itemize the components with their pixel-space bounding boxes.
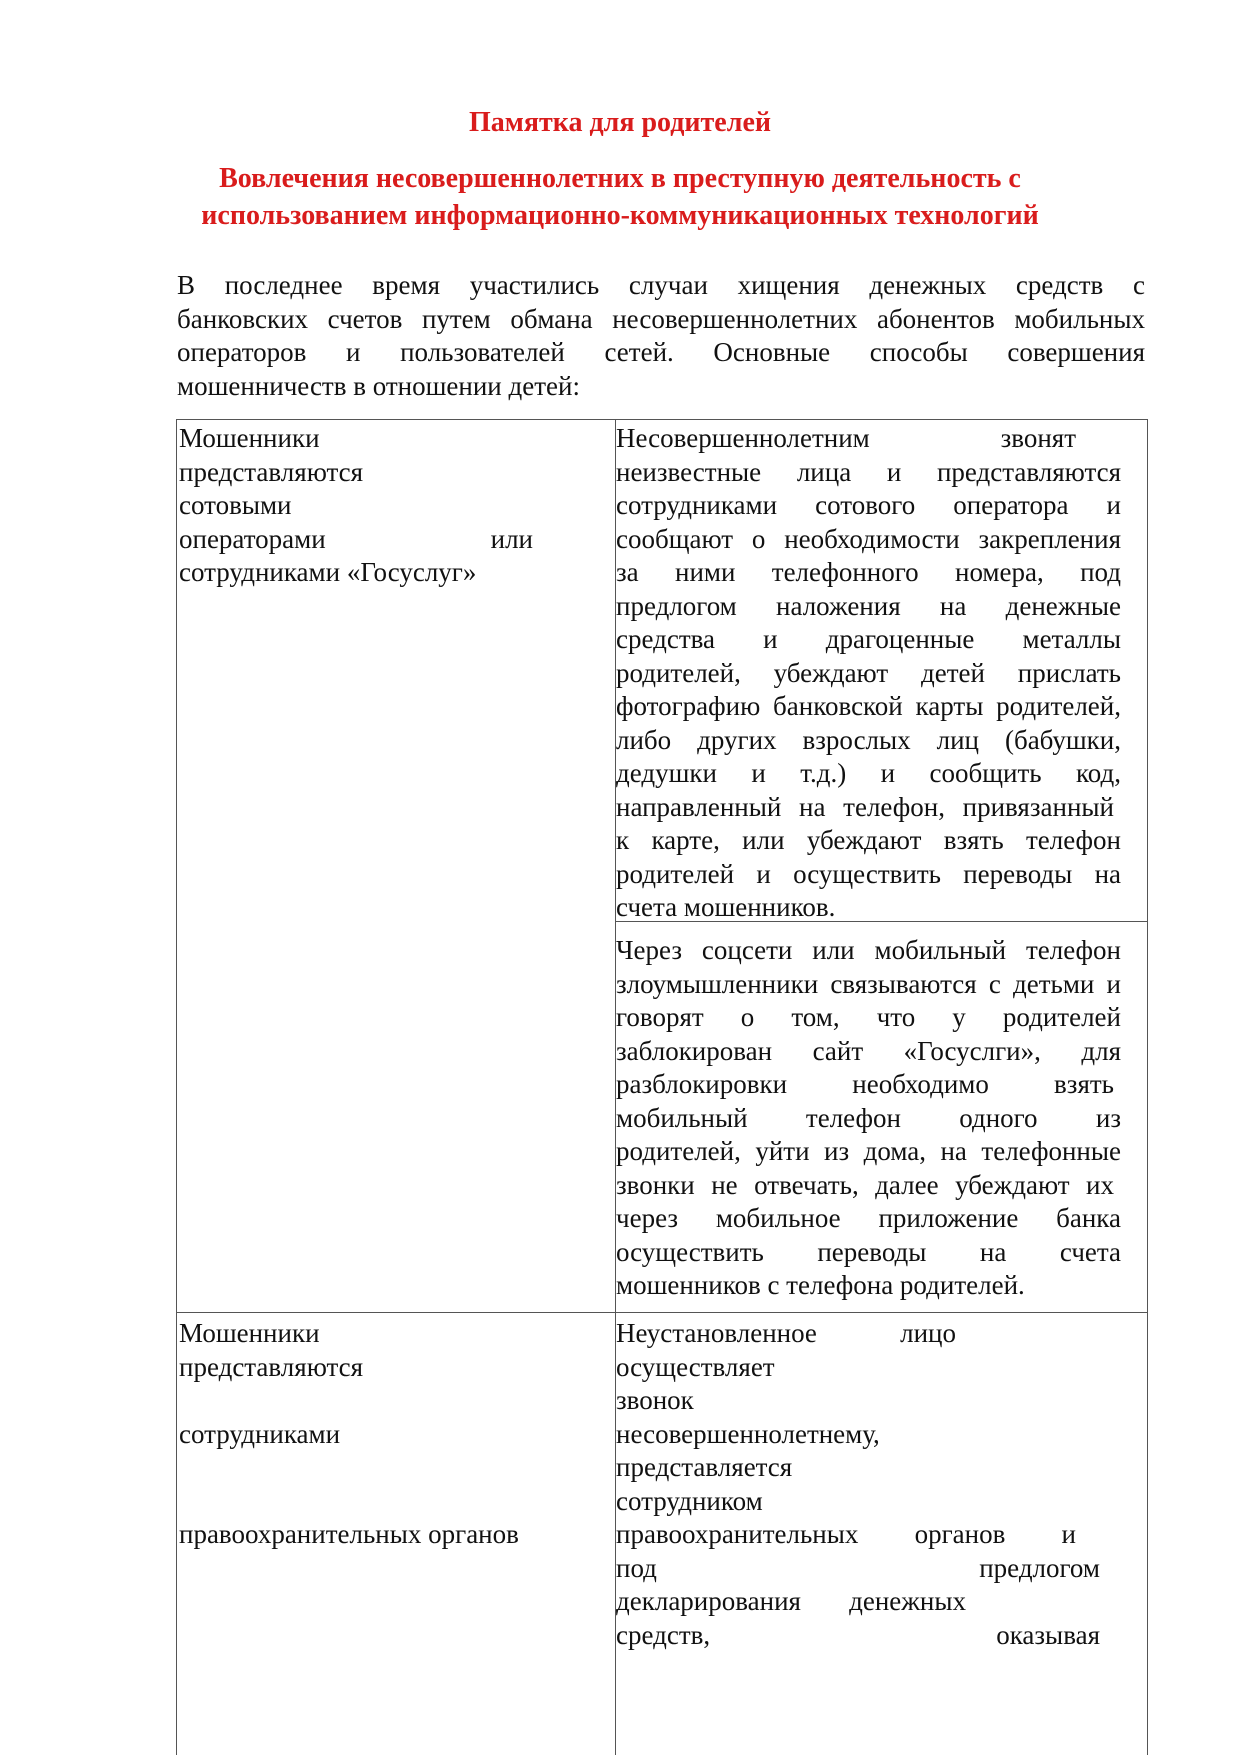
cell-line: разблокировки необходимо взять bbox=[616, 1069, 1114, 1099]
cell-line: родителей и осуществить переводы на bbox=[616, 858, 1121, 889]
cell-line bbox=[179, 1485, 599, 1519]
intro-line: банковских счетов путем обмана несовершеннолетних абонентов мобильных bbox=[177, 303, 1145, 334]
cell-line: родителей, убеждают детей прислать bbox=[616, 657, 1121, 688]
cell-line: правоохранительных органов bbox=[179, 1519, 519, 1549]
cell-line: заблокирован сайт «Госуслги», для bbox=[616, 1035, 1121, 1066]
cell-line: представляются bbox=[179, 1351, 364, 1382]
intro-line: мошенничеств в отношении детей: bbox=[177, 370, 580, 401]
cell-line: сотовыми bbox=[179, 490, 292, 520]
subtitle-line: Вовлечения несовершеннолетних в преступную деятельность с bbox=[219, 163, 1021, 194]
cell-line: через мобильное приложение банка bbox=[616, 1203, 1121, 1233]
cell-line: говорят о том, что у родителей bbox=[616, 1002, 1121, 1032]
cell-line: декларирования денежных bbox=[616, 1586, 966, 1616]
cell-line: мошенников с телефона родителей. bbox=[616, 1270, 1025, 1300]
cell-line: под предлогом bbox=[616, 1552, 1100, 1583]
cell-line: Через соцсети или мобильный телефон bbox=[616, 935, 1121, 965]
cell-line: средств, оказывая bbox=[616, 1619, 1100, 1650]
cell-line: операторами или bbox=[179, 523, 533, 554]
cell-line: представляется bbox=[616, 1452, 793, 1482]
table-border-right bbox=[1147, 419, 1148, 1755]
cell-line: сообщают о необходимости закрепления bbox=[616, 523, 1121, 554]
cell-line: мобильный телефон одного из bbox=[616, 1102, 1121, 1133]
table-cell-description bbox=[616, 422, 1121, 925]
cell-line: за ними телефонного номера, под bbox=[616, 557, 1121, 587]
cell-line: несовершеннолетнему, bbox=[616, 1418, 880, 1449]
cell-line: представляются bbox=[179, 456, 364, 487]
cell-line: неизвестные лица и представляются bbox=[616, 456, 1121, 487]
cell-line: Неустановленное лицо bbox=[616, 1318, 956, 1348]
cell-line: счета мошенников. bbox=[616, 892, 836, 922]
cell-line: фотографию банковской карты родителей, bbox=[616, 691, 1121, 721]
table-border-left bbox=[176, 419, 177, 1755]
cell-line: Мошенники bbox=[179, 423, 320, 453]
subtitle-line: использованием информационно-коммуникационных технологий bbox=[201, 200, 1039, 231]
cell-line: Несовершеннолетним звонят bbox=[616, 423, 1076, 453]
cell-line: звонки не отвечать, далее убеждают их bbox=[616, 1169, 1114, 1200]
page-title: Памятка для родителей bbox=[469, 107, 771, 138]
cell-line: злоумышленники связываются с детьми и bbox=[616, 968, 1121, 999]
cell-line: сотрудниками сотового оператора и bbox=[616, 490, 1121, 520]
cell-line: направленный на телефон, привязанный bbox=[616, 791, 1114, 822]
cell-line: либо других взрослых лиц (бабушки, bbox=[616, 724, 1121, 755]
intro-paragraph bbox=[177, 269, 1145, 403]
table-cell-method bbox=[179, 1317, 599, 1552]
intro-line: операторов и пользователей сетей. Основные способы совершения bbox=[177, 337, 1145, 367]
intro-line: В последнее время участились случаи хищения денежных средств с bbox=[177, 270, 1145, 300]
table-border-top bbox=[176, 419, 1148, 420]
cell-line: сотрудниками «Госуслуг» bbox=[179, 557, 477, 587]
cell-line: сотрудниками bbox=[179, 1418, 341, 1449]
cell-line: осуществляет bbox=[616, 1351, 775, 1382]
fraud-methods-table bbox=[176, 419, 1148, 1755]
table-cell-description bbox=[616, 1317, 1100, 1652]
cell-line bbox=[179, 1384, 599, 1418]
table-row-divider bbox=[176, 1312, 1148, 1313]
cell-line: средства и драгоценные металлы bbox=[616, 624, 1121, 654]
cell-line: Мошенники bbox=[179, 1318, 320, 1348]
cell-line: дедушки и т.д.) и сообщить код, bbox=[616, 758, 1121, 788]
page-subtitle bbox=[180, 160, 1060, 234]
cell-line: правоохранительных органов и bbox=[616, 1519, 1076, 1549]
cell-line: родителей, уйти из дома, на телефонные bbox=[616, 1136, 1121, 1166]
cell-line bbox=[179, 1451, 599, 1485]
cell-line: звонок bbox=[616, 1385, 694, 1415]
cell-line: предлогом наложения на денежные bbox=[616, 590, 1121, 621]
table-cell-method bbox=[179, 422, 533, 590]
cell-line: к карте, или убеждают взять телефон bbox=[616, 825, 1121, 855]
table-cell-description bbox=[616, 934, 1121, 1303]
cell-line: сотрудником bbox=[616, 1485, 763, 1516]
cell-line: осуществить переводы на счета bbox=[616, 1236, 1121, 1267]
